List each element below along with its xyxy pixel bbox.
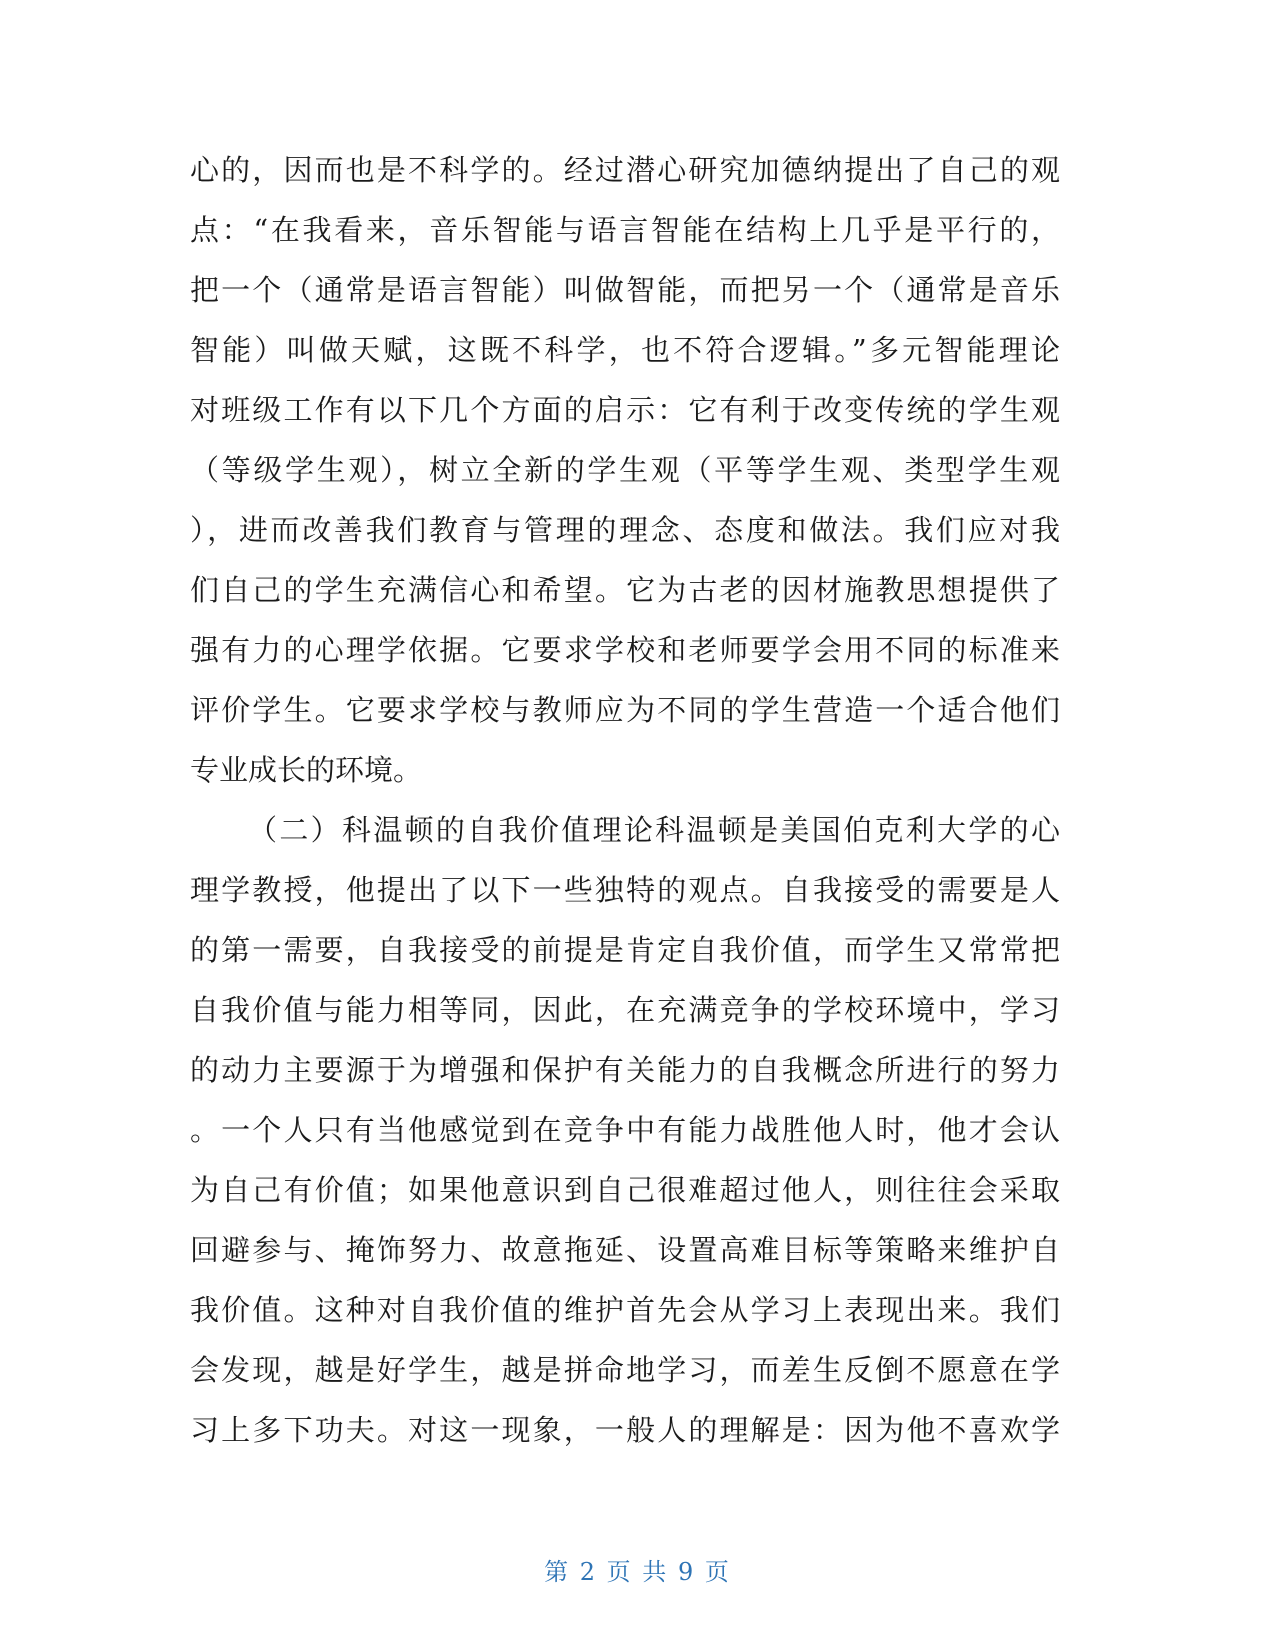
text-line: 评价学生。它要求学校与教师应为不同的学生营造一个适合他们 (190, 693, 1060, 727)
text-line: 理学教授，他提出了以下一些独特的观点。自我接受的需要是人 (190, 873, 1060, 907)
text-line: （等级学生观），树立全新的学生观（平等学生观、类型学生观 (190, 453, 1060, 487)
document-body (190, 140, 1060, 1460)
text-line: 强有力的心理学依据。它要求学校和老师要学会用不同的标准来 (190, 633, 1060, 667)
text-line: 们自己的学生充满信心和希望。它为古老的因材施教思想提供了 (190, 573, 1060, 607)
paragraph-2 (190, 800, 1060, 1460)
text-line: 我价值。这种对自我价值的维护首先会从学习上表现出来。我们 (190, 1293, 1060, 1327)
text-line: 为自己有价值；如果他意识到自己很难超过他人，则往往会采取 (190, 1173, 1060, 1207)
text-line: 自我价值与能力相等同，因此，在充满竞争的学校环境中，学习 (190, 993, 1060, 1027)
text-line: 会发现，越是好学生，越是拼命地学习，而差生反倒不愿意在学 (190, 1353, 1060, 1387)
text-line: 对班级工作有以下几个方面的启示：它有利于改变传统的学生观 (190, 393, 1060, 427)
text-line: 习上多下功夫。对这一现象，一般人的理解是：因为他不喜欢学 (190, 1413, 1060, 1447)
text-line: ），进而改善我们教育与管理的理念、态度和做法。我们应对我 (190, 513, 1060, 547)
text-line: （二）科温顿的自我价值理论科温顿是美国伯克利大学的心 (248, 813, 1060, 847)
text-line: 回避参与、掩饰努力、故意拖延、设置高难目标等策略来维护自 (190, 1233, 1060, 1267)
text-line: 心的，因而也是不科学的。经过潜心研究加德纳提出了自己的观 (190, 153, 1060, 187)
text-line: 的动力主要源于为增强和保护有关能力的自我概念所进行的努力 (190, 1053, 1060, 1087)
page-number-footer: 第 2 页 共 9 页 (544, 1558, 731, 1586)
text-line: 把一个（通常是语言智能）叫做智能，而把另一个（通常是音乐 (190, 273, 1060, 307)
text-line: 的第一需要，自我接受的前提是肯定自我价值，而学生又常常把 (190, 933, 1060, 967)
paragraph-1 (190, 140, 1060, 800)
text-line: 点：“在我看来，音乐智能与语言智能在结构上几乎是平行的， (190, 213, 1060, 247)
text-line: 。一个人只有当他感觉到在竞争中有能力战胜他人时，他才会认 (190, 1113, 1060, 1147)
text-line: 专业成长的环境。 (190, 753, 423, 787)
text-line: 智能）叫做天赋，这既不科学，也不符合逻辑。”多元智能理论 (190, 333, 1060, 367)
